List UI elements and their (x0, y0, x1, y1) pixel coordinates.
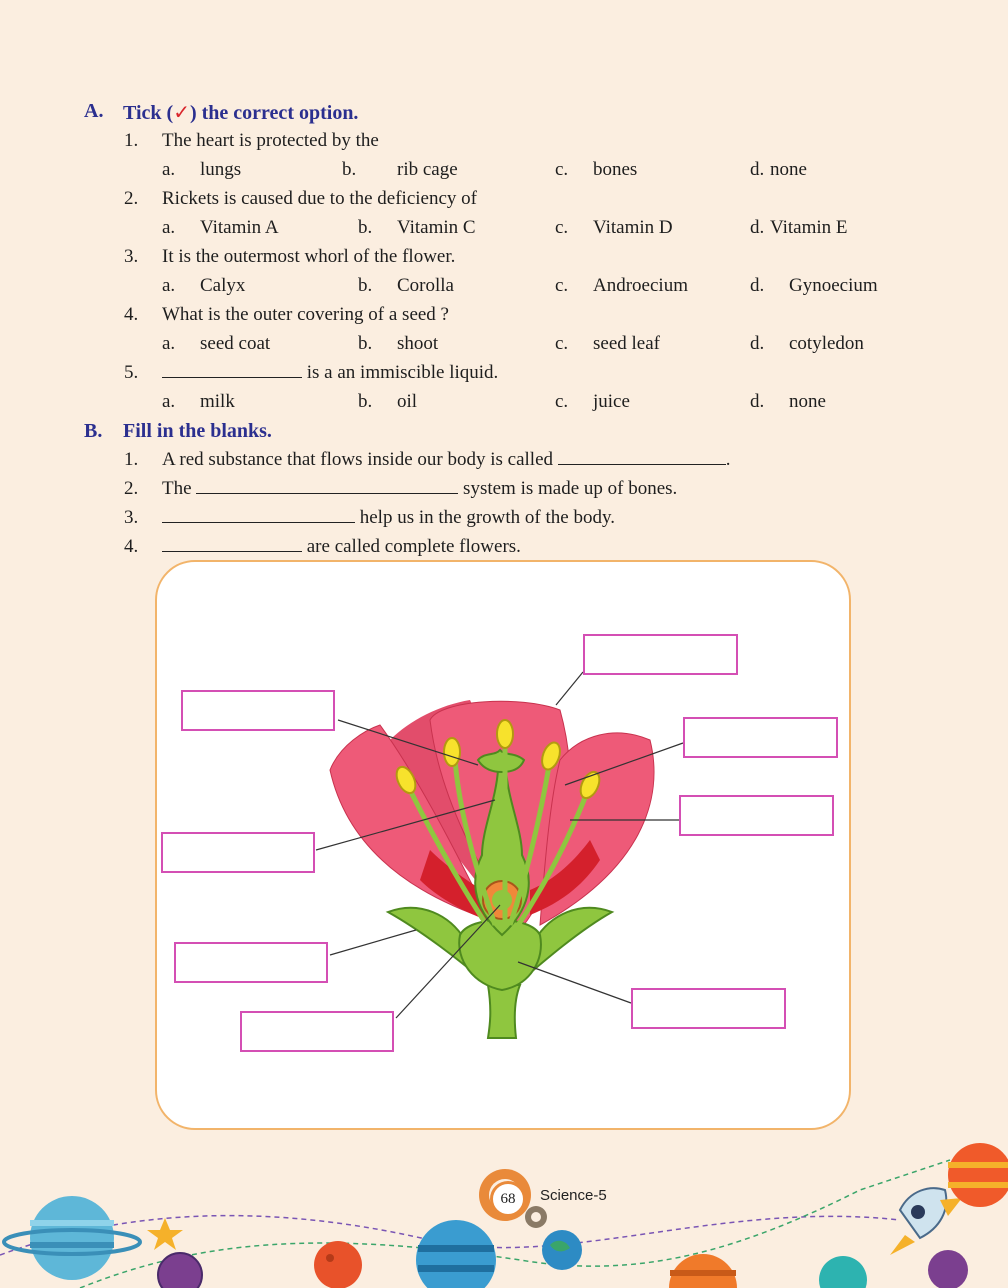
label-box-4[interactable] (240, 1011, 394, 1052)
fill-text-after: are called complete flowers. (306, 536, 521, 557)
option-letter: d. (750, 333, 765, 354)
question-text: is a an immiscible liquid. (306, 362, 499, 383)
option-text[interactable]: Vitamin A (200, 217, 279, 238)
option-text[interactable]: Vitamin E (770, 217, 848, 238)
option-text[interactable]: seed leaf (593, 333, 660, 354)
blue-planet-icon (416, 1220, 496, 1288)
item-number: 4. (124, 536, 139, 557)
subject-label: Science-5 (540, 1187, 607, 1204)
label-box-5[interactable] (583, 634, 738, 675)
option-letter: d. (750, 391, 765, 412)
option-text[interactable]: Androecium (593, 275, 688, 296)
option-text[interactable]: Vitamin C (397, 217, 476, 238)
option-text[interactable]: juice (593, 391, 630, 412)
rocket-icon (890, 1188, 962, 1255)
red-planet-icon (314, 1241, 362, 1288)
question-number: 2. (124, 188, 139, 209)
label-box-6[interactable] (683, 717, 838, 758)
star-icon (147, 1218, 183, 1250)
option-text[interactable]: seed coat (200, 333, 271, 354)
tick-mark-icon: ✓ (173, 102, 190, 124)
label-box-2[interactable] (161, 832, 315, 873)
question-number: 5. (124, 362, 139, 383)
option-text[interactable]: Vitamin D (593, 217, 673, 238)
option-letter: a. (162, 391, 176, 412)
option-letter: b. (358, 217, 373, 238)
label-box-3[interactable] (174, 942, 328, 983)
section-b-letter: B. (84, 420, 103, 442)
label-box-8[interactable] (631, 988, 786, 1029)
option-text[interactable]: none (770, 159, 807, 180)
striped-planet-icon (948, 1143, 1008, 1207)
option-letter: b. (358, 391, 373, 412)
section-a-title-start: Tick ( (123, 102, 174, 124)
option-letter: c. (555, 217, 569, 238)
question-number: 1. (124, 130, 139, 151)
option-letter: d. (750, 159, 765, 180)
option-letter: b. (342, 159, 357, 180)
option-text[interactable]: shoot (397, 333, 439, 354)
question-text: What is the outer covering of a seed ? (162, 304, 449, 325)
option-letter: d. (750, 217, 765, 238)
option-letter: c. (555, 333, 569, 354)
fill-text-before: A red substance that flows inside our body is called (162, 449, 554, 470)
fill-text-after: system is made up of bones. (463, 478, 678, 499)
section-a-title-end: ) the correct option. (189, 102, 359, 124)
option-letter: d. (750, 275, 765, 296)
option-text[interactable]: lungs (200, 159, 242, 180)
option-letter: c. (555, 391, 569, 412)
fill-text-after: . (725, 449, 731, 470)
question-number: 4. (124, 304, 139, 325)
section-b-title: Fill in the blanks. (123, 420, 272, 442)
orange-planet-icon (669, 1254, 737, 1288)
fill-text-before: The (162, 478, 192, 499)
option-letter: a. (162, 159, 176, 180)
item-number: 2. (124, 478, 139, 499)
option-text[interactable]: Corolla (397, 275, 454, 296)
question-number: 3. (124, 246, 139, 267)
option-letter: b. (358, 333, 373, 354)
label-box-1[interactable] (181, 690, 335, 731)
question-text: The heart is protected by the (162, 130, 379, 151)
earth-planet-icon (542, 1230, 582, 1270)
option-letter: c. (555, 159, 569, 180)
option-letter: a. (162, 275, 176, 296)
ovule (492, 890, 512, 910)
ringed-planet-icon (4, 1196, 140, 1280)
item-number: 3. (124, 507, 139, 528)
option-text[interactable]: Calyx (200, 275, 246, 296)
question-text: Rickets is caused due to the deficiency of (162, 188, 477, 209)
small-purple-planet-icon (928, 1250, 968, 1288)
option-text[interactable]: milk (200, 391, 235, 412)
option-text[interactable]: none (789, 391, 826, 412)
page-number-badge: 68 (490, 1181, 526, 1217)
option-letter: a. (162, 333, 176, 354)
option-letter: c. (555, 275, 569, 296)
section-a-letter: A. (84, 100, 104, 122)
option-letter: a. (162, 217, 176, 238)
option-text[interactable]: rib cage (397, 159, 458, 180)
option-text[interactable]: bones (593, 159, 638, 180)
option-text[interactable]: oil (397, 391, 418, 412)
question-text: It is the outermost whorl of the flower. (162, 246, 456, 267)
option-letter: b. (358, 275, 373, 296)
fill-text-after: help us in the growth of the body. (359, 507, 615, 528)
option-text[interactable]: cotyledon (789, 333, 864, 354)
teal-planet-icon (819, 1256, 867, 1288)
option-text[interactable]: Gynoecium (789, 275, 878, 296)
stem (488, 985, 520, 1038)
item-number: 1. (124, 449, 139, 470)
label-box-7[interactable] (679, 795, 834, 836)
purple-planet-icon (158, 1253, 202, 1288)
